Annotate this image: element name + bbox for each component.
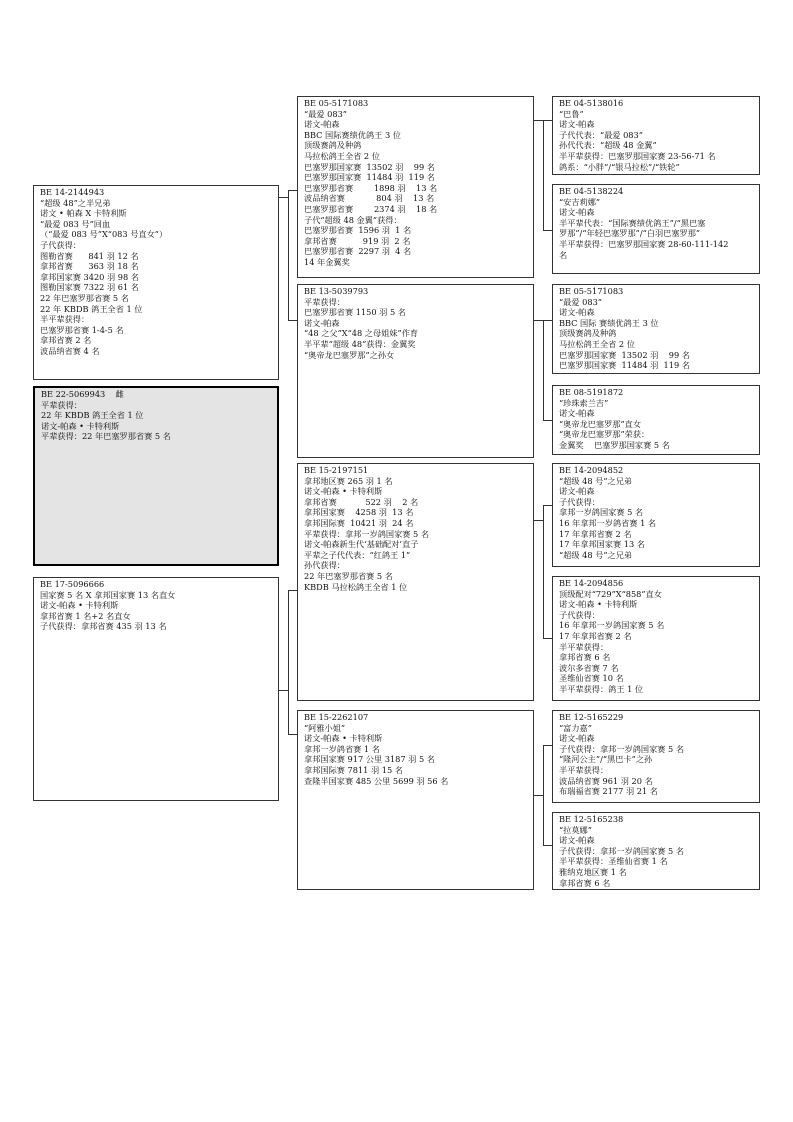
pedigree-line: 巴塞罗那省赛 2297 羽 4 名 <box>304 246 412 257</box>
pedigree-line: 平辈获得：拿邦一岁鸽国家赛 5 名 <box>304 528 430 539</box>
sss-connector <box>543 120 552 121</box>
pedigree-line: 子代获得： <box>559 609 600 620</box>
pedigree-line: 拿邦省赛 363 羽 18 名 <box>40 261 139 272</box>
pedigree-line: 孙代获得： <box>304 560 345 571</box>
ring-number: BE 12-5165238 <box>559 814 624 824</box>
pedigree-line: 拿邦省赛 6 名 <box>559 652 611 663</box>
pedigree-line: 孙代代表：“超级 48 金翼” <box>559 140 657 151</box>
pedigree-line: 诺文-帕森 <box>559 486 595 497</box>
dam-sire-branch <box>534 520 543 521</box>
pedigree-line: 罗那”/“年轻巴塞罗那”/“白羽巴塞罗那” <box>559 228 701 239</box>
sire-sire-dam-card <box>552 184 760 274</box>
pedigree-line: 巴塞罗那省赛 2374 羽 18 名 <box>304 203 438 214</box>
dam-dam-branch <box>534 795 543 796</box>
pedigree-line: 16 年拿邦一岁鸽国家赛 5 名 <box>559 620 665 631</box>
pedigree-line: BBC 国际 赛绩优鸽王 3 位 <box>559 317 659 328</box>
pedigree-line: 巴塞罗那国家赛 13502 羽 99 名 <box>559 349 690 360</box>
pedigree-line: 17 年拿邦省赛 2 名 <box>559 528 632 539</box>
sire-sire-card <box>297 96 534 278</box>
pedigree-line: 波品纳省赛 4 名 <box>40 345 100 356</box>
pedigree-line: 22 年 KBDB 鸽王全省 1 位 <box>40 303 143 314</box>
pedigree-line: 鸽系：“小胖”/“银马拉松”/“铁轮” <box>559 161 680 172</box>
pedigree-line: 拿邦国家赛 3420 羽 98 名 <box>40 271 139 282</box>
pedigree-line: 金翼奖 巴塞罗那国家赛 5 名 <box>559 439 670 450</box>
dss-connector <box>543 505 552 506</box>
pedigree-line: “奥帝龙巴塞罗那”荣获： <box>559 429 650 440</box>
pedigree-line: 子代获得：拿邦一岁鸽国家赛 5 名 <box>559 743 685 754</box>
dam-dam-connector <box>288 734 297 735</box>
pedigree-line: 马拉松鸽王全省 2 位 <box>304 150 380 161</box>
pedigree-line: 图勒省赛 841 羽 12 名 <box>40 250 139 261</box>
dam-connector-vertical <box>288 590 289 734</box>
ring-number: BE 04-5138224 <box>559 186 624 196</box>
pedigree-line: 拿邦国家赛 917 公里 3187 羽 5 名 <box>304 754 435 765</box>
pedigree-line: 22 年 KBDB 鸽王全省 1 位 <box>41 410 144 421</box>
pedigree-line: 22 年巴塞罗那省赛 5 名 <box>304 570 393 581</box>
pedigree-line: 半平辈获得：巴塞罗那国家赛 23-56-71 名 <box>559 150 716 161</box>
ring-number: BE 15-2262107 <box>304 712 369 722</box>
sire-dam-connector <box>288 320 297 321</box>
pedigree-line: 巴塞罗那省赛 1150 羽 5 名 <box>304 307 406 318</box>
dam-dam-sire-card <box>552 710 760 803</box>
pedigree-line: 拿邦国家赛 4258 羽 13 名 <box>304 507 414 518</box>
pedigree-line: （“最爱 083 号”X“083 号直女”） <box>40 229 168 240</box>
pedigree-line: 子代获得：拿邦一岁鸽国家赛 5 名 <box>559 845 685 856</box>
dam-sire-branch-vertical <box>543 505 544 638</box>
pedigree-line: 半平辈获得： <box>559 764 609 775</box>
pedigree-line: KBDB 马拉松鸽王全省 1 位 <box>304 581 408 592</box>
pedigree-line: “富力嘉” <box>559 722 592 733</box>
ring-number: BE 14-2144943 <box>40 187 105 197</box>
pedigree-line: 22 年巴塞罗那省赛 5 名 <box>40 292 129 303</box>
pedigree-line: 布瑞福省赛 2177 羽 21 名 <box>559 786 658 797</box>
sire-sire-connector <box>288 190 297 191</box>
dds-connector <box>543 745 552 746</box>
pedigree-line: 诺文-帕森 <box>559 408 595 419</box>
pedigree-line: 名 <box>559 249 568 260</box>
pedigree-line: 拿邦一岁鸽国家赛 5 名 <box>559 507 644 518</box>
ring-number: BE 05-5171083 <box>304 98 369 108</box>
sire-dam-card <box>297 284 534 458</box>
pedigree-line: 巴塞罗那国家赛 13502 羽 99 名 <box>304 161 435 172</box>
pedigree-line: “超级 48 号”之兄弟 <box>559 549 633 560</box>
dam-sire-dam-card <box>552 576 760 701</box>
sire-sire-sire-card <box>552 96 760 175</box>
pedigree-line: 马拉松鸽王全省 2 位 <box>559 338 635 349</box>
pedigree-line: “超级 48 号”之兄弟 <box>559 475 633 486</box>
dsd-connector <box>543 638 552 639</box>
pedigree-line: 半平辈获得：鸽王 1 位 <box>559 683 644 694</box>
pedigree-line: 诺文-帕森 • 卡特利斯 <box>304 486 383 497</box>
pedigree-line: 拿邦省赛 1 名+2 名直女 <box>40 610 131 621</box>
pedigree-line: 巴塞罗那省赛 1596 羽 1 名 <box>304 225 412 236</box>
pedigree-line: “最爱 083” <box>304 108 347 119</box>
pedigree-line: 子代“超级 48 金翼”获得： <box>304 214 402 225</box>
sdd-connector <box>543 420 552 421</box>
dam-sire-connector <box>288 590 297 591</box>
pedigree-line: “珍珠索兰吉” <box>559 397 609 408</box>
pedigree-line: 子代获得： <box>559 496 600 507</box>
pedigree-line: 半平辈获得：巴塞罗那国家赛 28-60-111-142 <box>559 238 729 249</box>
pedigree-line: 巴塞罗那省赛 1-4-5 名 <box>40 324 124 335</box>
pedigree-line: 半平辈获得： <box>559 641 609 652</box>
sire-card <box>33 185 279 380</box>
sire-connector <box>279 197 288 198</box>
pedigree-line: 诺文-帕森 • 卡特利斯 <box>40 600 119 611</box>
dam-dam-dam-card <box>552 812 760 890</box>
pedigree-line: 平辈获得：22 年巴塞罗那省赛 5 名 <box>41 431 171 442</box>
dam-dam-card <box>297 710 534 890</box>
pedigree-line: “超级 48”之半兄弟 <box>40 197 111 208</box>
pedigree-line: 巴塞罗那国家赛 11484 羽 119 名 <box>304 172 435 183</box>
pedigree-line: 16 年拿邦一岁鸽省赛 1 名 <box>559 517 657 528</box>
pedigree-line: 顶级配对“729”X“858”直女 <box>559 588 662 599</box>
pedigree-line: 波尔多省赛 7 名 <box>559 662 619 673</box>
pedigree-line: 17 年拿邦省赛 2 名 <box>559 630 632 641</box>
ring-number: BE 17-5096666 <box>40 579 105 589</box>
pedigree-line: 诺文-帕森 • 卡特利斯 <box>41 420 120 431</box>
pedigree-line: 拿邦省赛 522 羽 2 名 <box>304 496 419 507</box>
pedigree-line: 诺文-帕森 <box>559 835 595 846</box>
pedigree-line: 拿邦国际赛 10421 羽 24 名 <box>304 517 414 528</box>
ring-number: BE 14-2094852 <box>559 465 624 475</box>
pedigree-line: 子代获得：拿邦省赛 435 羽 13 名 <box>40 621 167 632</box>
ring-number: BE 05-5171083 <box>559 286 624 296</box>
pedigree-line: 诺文-帕森 <box>559 207 595 218</box>
pedigree-line: 国家赛 5 名 X 拿邦国家赛 13 名直女 <box>40 589 176 600</box>
pedigree-line: 诺文-帕森新生代‘基础配对’直子 <box>304 539 419 550</box>
sire-dam-branch-vertical <box>543 320 544 420</box>
pedigree-line: 圣维仙省赛 10 名 <box>559 673 624 684</box>
dam-sire-card <box>297 463 534 701</box>
pedigree-line: 17 年拿邦国家赛 13 名 <box>559 539 645 550</box>
pedigree-line: 诺文-帕森 <box>304 317 340 328</box>
pedigree-line: “隆河公主”/“黑巴卡”之孙 <box>559 754 653 765</box>
ring-number: BE 08-5191872 <box>559 387 624 397</box>
pedigree-line: BBC 国际赛绩优鸽王 3 位 <box>304 129 401 140</box>
ring-number: BE 12-5165229 <box>559 712 624 722</box>
pedigree-line: 子代获得： <box>40 239 81 250</box>
ring-number: BE 04-5138016 <box>559 98 624 108</box>
pedigree-line: 顶级赛鸽及种鸽 <box>304 140 362 151</box>
dam-connector <box>279 690 288 691</box>
sire-dam-dam-card <box>552 385 760 455</box>
pedigree-line: 查隆半国家赛 485 公里 5699 羽 56 名 <box>304 775 449 786</box>
sire-sire-branch <box>534 120 543 121</box>
sire-sire-branch-vertical <box>543 120 544 230</box>
pedigree-line: 14 年金翼奖 <box>304 256 350 267</box>
pedigree-line: 诺文-帕森 • 卡特利斯 <box>559 599 638 610</box>
pedigree-line: 诺文-帕森 • 卡特利斯 <box>304 733 383 744</box>
pedigree-line: 拿邦省赛 6 名 <box>559 877 611 888</box>
subject-card <box>33 386 279 566</box>
ring-number: BE 13-5039793 <box>304 286 369 296</box>
dam-dam-branch-vertical <box>543 745 544 845</box>
pedigree-line: 拿邦省赛 2 名 <box>40 335 92 346</box>
pedigree-line: 半平辈获得： <box>40 314 90 325</box>
pedigree-line: 诺文-帕森 <box>559 119 595 130</box>
pedigree-line: “48 之父”X“48 之母姐妹”作育 <box>304 328 419 339</box>
ssd-connector <box>543 230 552 231</box>
pedigree-line: 雅纳克地区赛 1 名 <box>559 866 627 877</box>
sire-dam-sire-card <box>552 284 760 374</box>
pedigree-line: 诺文 • 帕森 X 卡特利斯 <box>40 208 127 219</box>
pedigree-line: “最爱 083” <box>559 296 602 307</box>
sire-connector-vertical <box>288 190 289 320</box>
pedigree-line: 平辈获得： <box>41 399 82 410</box>
sire-dam-branch <box>534 320 543 321</box>
pedigree-line: “安吉莉娜” <box>559 196 601 207</box>
pedigree-line: “最爱 083 号”回血 <box>40 218 111 229</box>
pedigree-line: 平辈之子代代表：“红鸽王 1” <box>304 549 411 560</box>
pedigree-line: “奥帝龙巴塞罗那”直女 <box>559 418 642 429</box>
ring-number: BE 22-5069943 雌 <box>41 389 124 399</box>
pedigree-line: 诺文-帕森 <box>304 119 340 130</box>
pedigree-line: 半平辈代表：“国际赛绩优鸽王”/“黑巴塞 <box>559 217 706 228</box>
dam-card <box>33 577 279 801</box>
pedigree-line: 巴塞罗那国家赛 11484 羽 119 名 <box>559 360 690 371</box>
pedigree-line: 拿邦一岁鸽省赛 1 名 <box>304 743 380 754</box>
pedigree-line: 诺文-帕森 <box>559 733 595 744</box>
dam-sire-sire-card <box>552 463 760 567</box>
pedigree-line: 巴塞罗那省赛 1898 羽 13 名 <box>304 182 438 193</box>
pedigree-line: 平辈获得： <box>304 296 345 307</box>
pedigree-line: 拿邦国际赛 7811 羽 15 名 <box>304 764 403 775</box>
pedigree-line: 波品纳省赛 804 羽 13 名 <box>304 193 435 204</box>
pedigree-line: 诺文-帕森 <box>559 307 595 318</box>
pedigree-line: “巴鲁” <box>559 108 584 119</box>
ring-number: BE 14-2094856 <box>559 578 624 588</box>
sds-connector <box>543 320 552 321</box>
pedigree-line: 半平辈获得：圣维仙省赛 1 名 <box>559 856 668 867</box>
pedigree-line: 顶级赛鸽及种鸽 <box>559 328 617 339</box>
pedigree-line: 波品纳省赛 961 羽 20 名 <box>559 775 653 786</box>
pedigree-line: “阿雅小姐” <box>304 722 346 733</box>
pedigree-line: 图勒国家赛 7322 羽 61 名 <box>40 282 139 293</box>
pedigree-line: 拿邦省赛 919 羽 2 名 <box>304 235 411 246</box>
ddd-connector <box>543 845 552 846</box>
ring-number: BE 15-2197151 <box>304 465 369 475</box>
pedigree-line: 拿邦地区赛 265 羽 1 名 <box>304 475 393 486</box>
pedigree-line: “奥帝龙巴塞罗那”之孙女 <box>304 349 395 360</box>
pedigree-line: 半平辈“超级 48”获得：金翼奖 <box>304 338 416 349</box>
pedigree-line: 子代代表：“最爱 083” <box>559 129 643 140</box>
pedigree-line: “拉莫娜” <box>559 824 592 835</box>
